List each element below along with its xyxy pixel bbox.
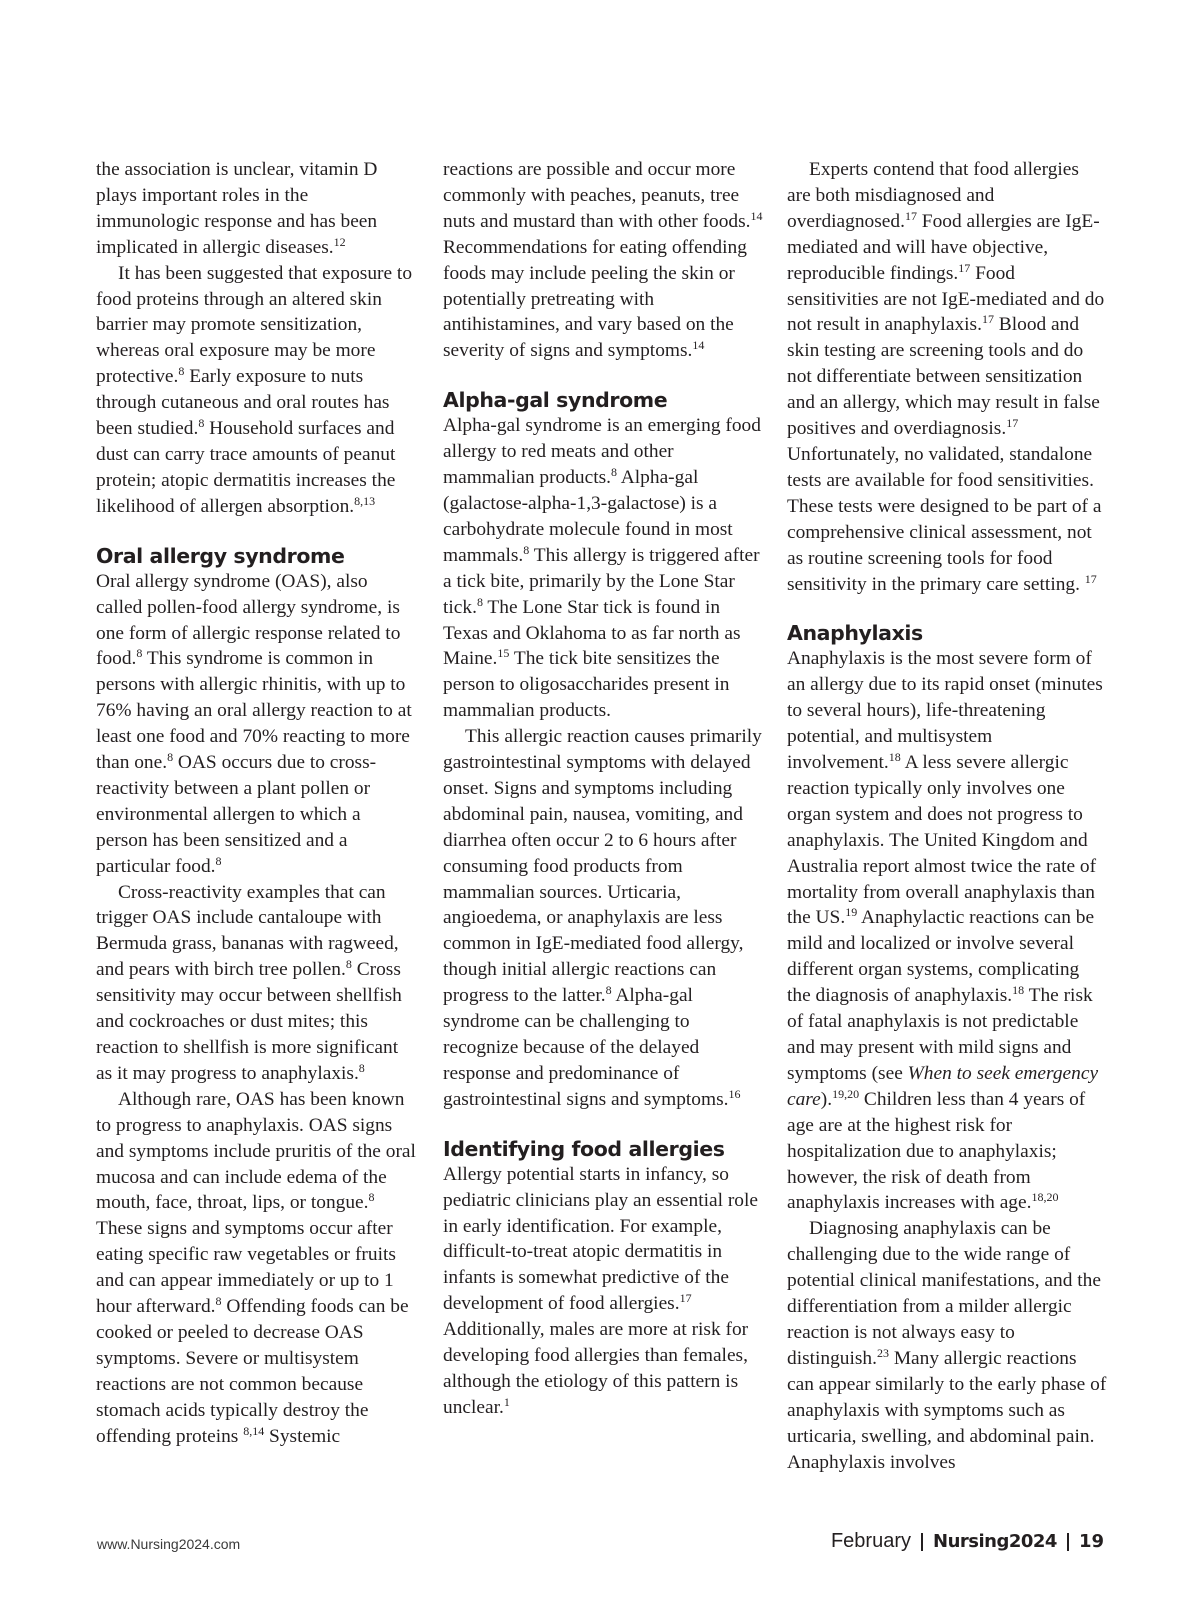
citation-ref: 19,20 [832,1086,860,1101]
citation-ref: 18 [1012,983,1025,998]
citation-ref: 17 [1006,416,1019,431]
text-run: Alpha-gal syndrome is an emerging food allergy to red meats and other mammalian products. [443,415,761,489]
text-run: Anaphylaxis is the most severe form of an allergy due to its rapid onset (minutes to several hours), life-threatening potential, and multisystem involvement. [787,648,1103,774]
text-run: A less severe allergic reaction typically only involves one organ system and does not progress to anaphylaxis. The United Kingdom and Australia report almost twice the rate of mortality from overall anaphylaxis than the US. [787,752,1097,929]
text-run: Food allergies are IgE-mediated and will have objective, reproducible findings. [787,210,1100,284]
footer-journal: Nursing2024 [933,1531,1057,1552]
body-paragraph [787,646,1107,1216]
text-run: Blood and skin testing are screening tools and do not differentiate between sensitization and an allergy, which may result in false positives and overdiagnosis. [787,314,1100,440]
body-paragraph [443,157,763,364]
body-paragraph [787,157,1107,597]
citation-ref: 8 [476,594,483,609]
citation-ref: 14 [750,208,763,223]
text-run: ). [820,1088,833,1110]
body-paragraph [96,880,416,1087]
citation-ref: 1 [503,1394,510,1409]
footer-month: February [830,1530,911,1552]
text-run: The tick bite sensitizes the person to oligosaccharides present in mammalian products. [443,648,730,722]
text-run: This allergy is triggered after a tick bite, primarily by the Lone Star tick. [443,544,760,618]
citation-ref: 17 [904,208,917,223]
text-run: Alpha-gal syndrome can be challenging to recognize because of the delayed response and predominance of gastrointestinal signs and symptoms. [443,985,729,1110]
text-run: Children less than 4 years of age are at the highest risk for hospitalization due to anaphylaxis; however, the risk of death from anaphylaxis increases with age. [787,1088,1086,1214]
text-run: These signs and symptoms occur after eating specific raw vegetables or fruits and can appear immediately or up to 1 hour afterward. [96,1218,396,1318]
text-run: Alpha-gal (galactose-alpha-1,3-galactose) is a carbohydrate molecule found in most mammals. [443,467,733,566]
citation-ref: 8 [345,957,352,972]
citation-ref: 8 [178,364,185,379]
section-heading: Anaphylaxis [787,621,923,646]
text-run: OAS occurs due to cross-reactivity between a plant pollen or environmental allergen to which a person has been sensitized and a particular food. [96,752,377,877]
citation-ref: 14 [692,338,705,353]
text-run: This syndrome is common in persons with allergic rhinitis, with up to 76% having an oral allergy reaction to at least one food and 70% reacting to more than one. [96,648,412,774]
footer-url[interactable]: www.Nursing2024.com [97,1536,241,1552]
text-run: Diagnosing anaphylaxis can be challenging due to the wide range of potential clinical manifestations, and the differentiation from a milder allergic reaction is not always easy to distinguish. [787,1218,1101,1369]
citation-ref: 8 [358,1060,365,1075]
citation-ref: 17 [1084,571,1097,586]
text-run: Many allergic reactions can appear similarly to the early phase of anaphylaxis with symptoms such as urticaria, swelling, and abdominal pain. Anaphylaxis involves [787,1347,1107,1473]
body-paragraph [443,724,763,1113]
text-run: Early exposure to nuts through cutaneous and oral routes has been studied. [96,366,390,440]
text-run: Experts contend that food allergies are both misdiagnosed and overdiagnosed. [787,159,1079,232]
section-heading: Identifying food allergies [443,1136,725,1161]
citation-ref: 17 [958,260,971,275]
text-run: It has been suggested that exposure to food proteins through an altered skin barrier may promote sensitization, whereas oral exposure may be more protective. [96,262,413,388]
page-number: 19 [1078,1531,1104,1552]
column-2 [443,157,763,1421]
citation-ref: 8 [136,646,143,661]
body-paragraph [787,1216,1107,1475]
text-run: Cross-reactivity examples that can trigger OAS include cantaloupe with Bermuda grass, bananas with ragweed, and pears with birch tree pollen. [96,881,399,981]
citation-ref: 17 [679,1291,692,1306]
body-paragraph [443,1162,763,1421]
text-run: Allergy potential starts in infancy, so pediatric clinicians play an essential role in early identification. For example, difficult-to-treat atopic dermatitis in infants is somewhat predictive of the development of food allergies. [443,1163,758,1315]
citation-ref: 8,13 [354,493,376,508]
text-run: Offending foods can be cooked or peeled to decrease OAS symptoms. Severe or multisystem reactions are not common because stomach acids typically destroy the offending proteins [96,1296,409,1447]
footer-separator [921,1533,923,1551]
text-run: Recommendations for eating offending foods may include peeling the skin or potentially pretreating with antihistamines, and vary based on the severity of signs and symptoms. [443,236,747,362]
citation-ref: 8 [611,465,618,480]
citation-ref: 8,14 [243,1423,265,1438]
citation-ref: 12 [333,234,346,249]
column-3 [787,157,1107,1475]
text-run: Cross sensitivity may occur between shellfish and cockroaches or dust mites; this reaction to shellfish is more significant as it may progress to anaphylaxis. [96,959,402,1084]
text-run: Food sensitivities are not IgE-mediated and do not result in anaphylaxis. [787,262,1105,336]
cross-reference: When to seek emergency care [787,1062,1099,1110]
text-run: Oral allergy syndrome (OAS), also called pollen-food allergy syndrome, is one form of allergic response related to food. [96,570,401,670]
text-run: This allergic reaction causes primarily gastrointestinal symptoms with delayed onset. Signs and symptoms including abdominal pain, nausea, vomiting, and diarrhea often occur 2 to 6 hours after consuming food products from mammalian sources. Urticaria, angioedema, or anaphylaxis are less common in IgE-mediated food allergy, though initial allergic reactions can progress to the latter. [443,726,762,1007]
column-1 [96,157,416,1450]
text-run: Systemic [264,1425,341,1447]
body-paragraph [443,413,763,724]
body-paragraph [96,157,416,261]
citation-ref: 8 [605,983,612,998]
text-run: The Lone Star tick is found in Texas and Oklahoma to as far north as Maine. [443,596,741,670]
citation-ref: 17 [981,312,994,327]
citation-ref: 8 [523,542,530,557]
citation-ref: 8 [368,1190,375,1205]
citation-ref: 15 [497,646,510,661]
footer-separator [1067,1533,1069,1551]
citation-ref: 8 [215,1294,222,1309]
citation-ref: 23 [876,1345,889,1360]
citation-ref: 8 [198,416,205,431]
citation-ref: 18 [888,750,901,765]
text-run: Additionally, males are more at risk for developing food allergies than females, although the etiology of this pattern is unclear. [443,1319,749,1418]
section-heading: Oral allergy syndrome [96,543,345,568]
text-run: Anaphylactic reactions can be mild and localized or involve several different organ systems, complicating the diagnosis of anaphylaxis. [787,907,1095,1007]
text-run: Although rare, OAS has been known to progress to anaphylaxis. OAS signs and symptoms include pruritis of the oral mucosa and can include edema of the mouth, face, throat, lips, or tongue. [96,1088,416,1214]
text-run: Unfortunately, no validated, standalone tests are available for food sensitivities. These tests were designed to be part of a comprehensive clinical assessment, not as routine screening tools for food sensitivity in the primary care setting. [787,443,1102,595]
text-run: reactions are possible and occur more commonly with peaches, peanuts, tree nuts and mustard than with other foods. [443,159,751,232]
body-paragraph [96,261,416,520]
body-paragraph [96,569,416,880]
text-run: The risk of fatal anaphylaxis is not predictable and may present with mild signs and symptoms (see [787,985,1093,1084]
citation-ref: 8 [167,750,174,765]
citation-ref: 19 [845,905,858,920]
text-run: Household surfaces and dust can carry trace amounts of peanut protein; atopic dermatitis increases the likelihood of allergen absorption. [96,418,396,517]
body-paragraph [96,1087,416,1450]
text-run: the association is unclear, vitamin D plays important roles in the immunologic response and has been implicated in allergic diseases. [96,159,378,258]
citation-ref: 16 [728,1086,741,1101]
citation-ref: 8 [215,853,222,868]
footer-issue [831,1530,1104,1553]
section-heading: Alpha-gal syndrome [443,388,668,413]
citation-ref: 18,20 [1031,1190,1059,1205]
